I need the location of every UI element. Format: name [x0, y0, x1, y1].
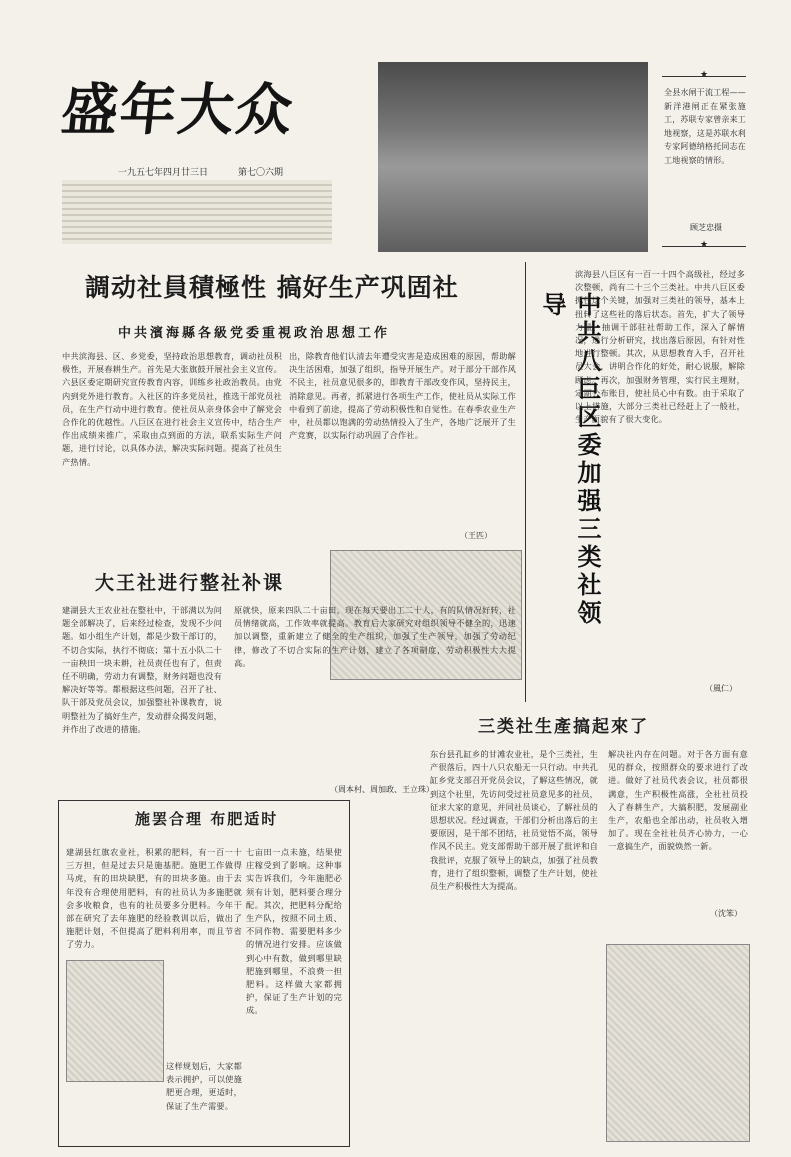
dawang-headline: 大王社进行整社补课 [95, 572, 285, 594]
dawang-signature: （周本村、周加政、王立珠） [330, 785, 434, 794]
sanlei-col1: 东台县孔缸乡的甘滩农业社，是个三类社，生产很落后，四十八只农船无一只行动。中共孔缸乡党支部召开党员会议，了解这些情况，就到这个社里，先访问受过社员意见多的社员，征求大家的意见，并同社员谈心，了解社员的思想状况。经过调查，干部们分析出落后的主要原因，是干部不团结，社员觉悟不高，领导作风不民主。党支部帮助干部开展了批评和自我批评，克服了领导上的缺点，加强了社员教育，进行了组织整顿，调整了生产计划，使社员生产积极性大为提高。 [430, 749, 598, 892]
photo-caption: 全县水闸干流工程——新洋港闸正在紧张施工，苏联专家曾亲来工地视察，这是苏联水利专家阿德纳格托同志在工地视察的情形。 [664, 88, 746, 165]
main-subheadline: 中共濱海縣各級党委重視政治思想工作 [118, 326, 391, 341]
shiji-col2: 七亩田一点未施，结果使庄稼受到了影响。这种事实告诉我们，今年施肥必须有计划，肥料要合理分配。其次，把肥料分配给生产队，按照不同土质、不同作物、需要肥料多少的情况进行安排。应该做到心中有数，做到哪里缺肥施到哪里，不浪费一担肥料。这样做大家都拥护，保证了生产计划的完成。 [246, 847, 342, 1016]
dawang-col2: 原就快，原来四队二十亩田，现在每天要出工二十人，有的队情况好转，社员情绪就高，工作效率就提高。教育后大家研究对组织领导不健全的，迅速加以调整，重新建立了健全的生产组织，加强了生产领导，加强了劳动纪律，修改了不切合实际的生产计划，建立了各项制度，劳动积极性大大提高。 [234, 605, 516, 668]
masthead-title: 盛年大众 [58, 77, 298, 143]
dawang-col1: 建湖县大王农业社在整社中，干部满以为问题全部解决了，后来经过检查，发现不少问题。如小组生产计划，都是少数干部订的，不切合实际，执行不彻底；第十五小队二十一亩秧田一块未耕，社员责任也有了，但责任不明确，劳动力有调整，财务问题也没有解决好等等。都根据这些问题，召开了社、队干部及党员会议，加强整社补课教育，说明整社为了搞好生产，发动群众揭发问题，并作出了改进的措施。 [62, 605, 222, 734]
vertical-article-body-bottom [533, 640, 573, 680]
sanlei-illustration [606, 944, 750, 1142]
shiji-col1: 建湖县红旗农业社，积累的肥料，有一百一十三万担，但是过去只是施基肥。施肥工作做得马虎，有的田块缺肥，有的田块多施。由于去年没有合理使用肥料，有的社员认为多施肥就会多收粮食，也有的社员要多分肥料。今年干部在研究了去年施肥的经验教训以后，做出了施肥计划，不但提高了肥料利用率，而且节省了劳力。 [66, 847, 242, 950]
shiji-illustration [66, 960, 164, 1082]
masthead-issue: 第七〇六期 [238, 168, 284, 178]
star-icon: ★ [700, 240, 709, 250]
masthead-date: 一九五七年四月廿三日 [118, 168, 209, 178]
sanlei-col2: 解决社内存在问题。对于各方面有意见的群众，按照群众的要求进行了改进。做好了社员代表会议，社员都很满意，生产积极性高涨，全社社员投入了春耕生产，大搞积肥，发展副业生产，农船也全部出动，社员收入增加了。现在全社社员齐心协力，一心一意搞生产，面貌焕然一新。 [608, 749, 748, 852]
shiji-headline: 施罢合理 布肥适时 [135, 810, 279, 828]
vertical-article-signature: （風仁） [705, 684, 737, 693]
main-headline: 調动社員積極性 搞好生产巩固社 [85, 273, 459, 302]
vertical-headline: 中共八巨区委加强三类社领导 [538, 292, 602, 628]
masthead-illustration [62, 180, 332, 244]
vertical-article-body: 滨海县八巨区有一百一十四个高级社，经过多次整顿，尚有二十三个三类社。中共八巨区委抓住这个关键，加强对三类社的领导，基本上扭转了这些社的落后状态。首先，扩大了领导力量，抽调干部驻社帮助工作，深入了解情况，进行分析研究，找出落后原因，有针对性地进行整顿。其次，从思想教育入手，召开社员大会，讲明合作化的好处，耐心说服，解除顾虑。再次，加强财务管理，实行民主理财，定期公布账目，使社员心中有数。由于采取了以上措施，大部分三类社已经赶上了一般社，生产面貌有了很大变化。 [575, 269, 745, 425]
sanlei-signature: （沈笨） [710, 909, 742, 918]
main-article-col2: 出，除教育他们认清去年遭受灾害是造成困难的原因，帮助解决生活困难，加强了组织，指导开展生产。对于部分干部作风不民主，社员意见很多的，即教育干部改变作风，坚持民主，消除意见。再者，抓紧进行各项生产工作，使社员从实际工作中看到了前途，提高了劳动积极性和自觉性。在春季农业生产中，社员都以饱满的劳动热情投入了生产，各地广泛展开了生产竞赛，以实际行动巩固了合作社。 [289, 351, 516, 441]
vertical-divider [525, 262, 526, 702]
main-article-signature: （王匹） [460, 531, 492, 540]
photo-credit: 顾芝忠摄 [690, 223, 722, 232]
shiji-col3: 这样规划后，大家都表示拥护，可以使施肥更合理，更适时，保证了生产需要。 [166, 1061, 242, 1111]
star-icon: ★ [700, 70, 709, 80]
main-article-col1: 中共滨海县、区、乡党委，坚持政治思想教育，调动社员积极性，开展春耕生产。首先是大张旗鼓开展社会主义宣传。六县区委定期研究宣传教育内容，训练乡社政治教员。由党内到党外进行教育。入社区的许多党员社，推选干部党员社员，在生产行动中进行教育。使社员从亲身体会中了解党会合作化的优越性。八巨区在进行社会主义宣传中，结合生产作出成绩来推广，采取由点到面的方法，联系实际生产问题，进行讨论，以具体办法，解决实际问题。提高了社员生产热情。 [62, 351, 282, 467]
top-photo [378, 62, 648, 252]
sanlei-headline: 三类社生產搞起來了 [478, 717, 649, 737]
